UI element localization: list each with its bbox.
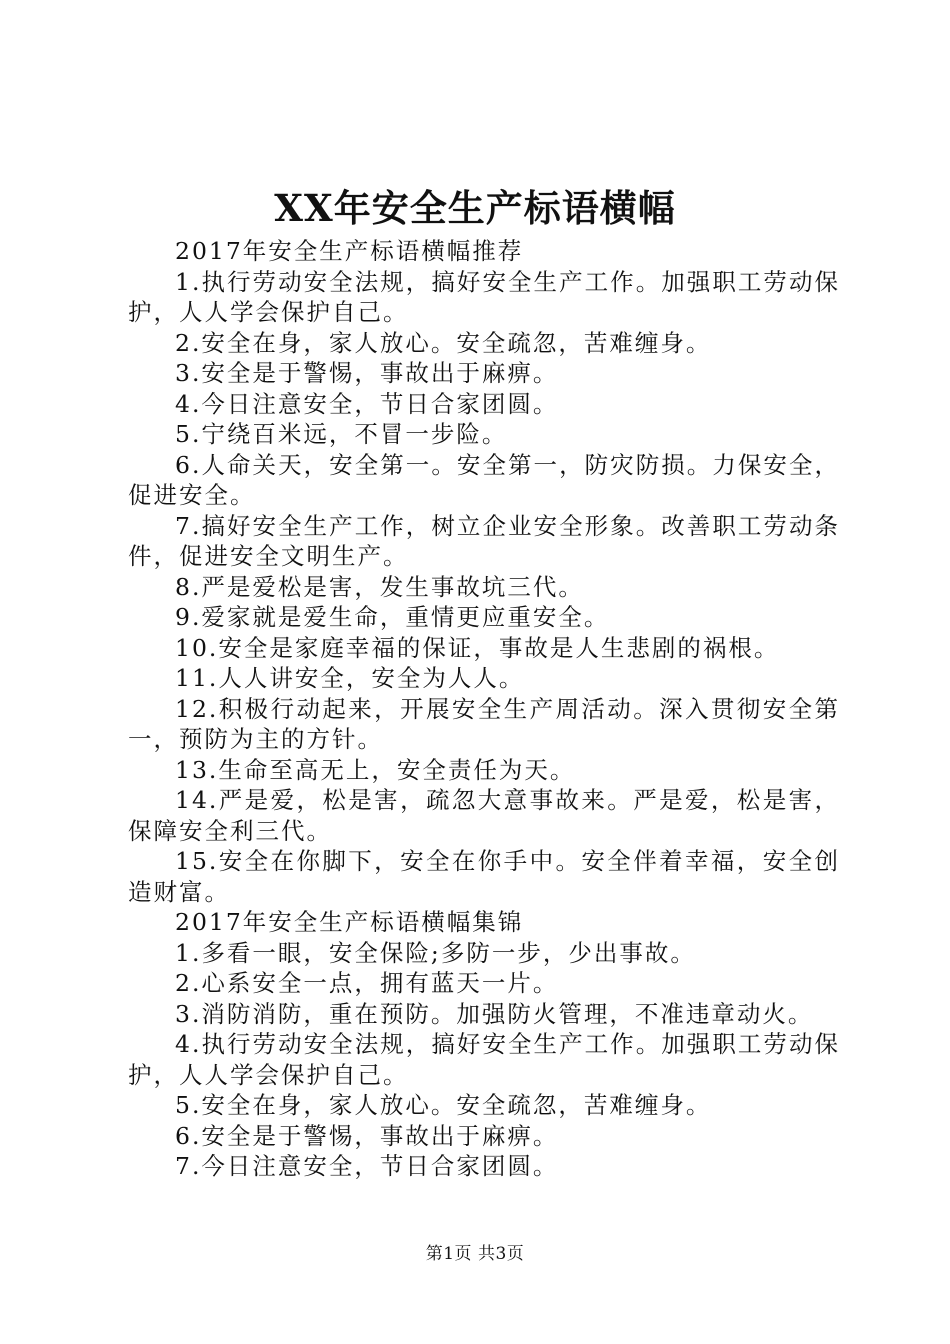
paragraph: 2017年安全生产标语横幅集锦 xyxy=(175,908,524,936)
paragraph: 11.人人讲安全，安全为人人。 xyxy=(175,664,525,692)
paragraph: 7.今日注意安全，节日合家团圆。 xyxy=(175,1152,559,1180)
paragraph: 2.心系安全一点，拥有蓝天一片。 xyxy=(175,969,559,997)
paragraph: 6.人命关天，安全第一。安全第一，防灾防损。力保安全，促进安全。 xyxy=(128,450,840,509)
paragraph: 13.生命至高无上，安全责任为天。 xyxy=(175,755,576,784)
paragraph: 3.安全是于警惕，事故出于麻痹。 xyxy=(175,359,559,387)
paragraph: 7.搞好安全生产工作，树立企业安全形象。改善职工劳动条件，促进安全文明生产。 xyxy=(128,511,840,570)
paragraph: 5.安全在身，家人放心。安全疏忽，苦难缠身。 xyxy=(175,1091,712,1119)
paragraph: 4.执行劳动安全法规，搞好安全生产工作。加强职工劳动保护，人人学会保护自己。 xyxy=(128,1030,840,1089)
paragraph: 8.严是爱松是害，发生事故坑三代。 xyxy=(175,572,584,601)
paragraph: 3.消防消防，重在预防。加强防火管理，不准违章动火。 xyxy=(175,999,814,1028)
document-body xyxy=(128,236,840,1182)
paragraph: 2.安全在身，家人放心。安全疏忽，苦难缠身。 xyxy=(175,328,712,357)
paragraph: 15.安全在你脚下，安全在你手中。安全伴着幸福，安全创造财富。 xyxy=(128,847,840,906)
document-title: XX年安全生产标语横幅 xyxy=(274,186,676,230)
paragraph: 5.宁绕百米远，不冒一步险。 xyxy=(175,420,508,448)
paragraph: 10.安全是家庭幸福的保证，事故是人生悲剧的祸根。 xyxy=(175,633,780,662)
paragraph: 1.多看一眼，安全保险;多防一步，少出事故。 xyxy=(175,938,696,967)
paragraph: 2017年安全生产标语横幅推荐 xyxy=(175,237,524,265)
paragraph: 14.严是爱，松是害，疏忽大意事故来。严是爱，松是害，保障安全利三代。 xyxy=(128,786,840,845)
paragraph: 12.积极行动起来，开展安全生产周活动。深入贯彻安全第一，预防为主的方针。 xyxy=(128,694,840,753)
page-footer: 第1页 共3页 xyxy=(425,1244,525,1264)
paragraph: 6.安全是于警惕，事故出于麻痹。 xyxy=(175,1121,559,1150)
paragraph: 4.今日注意安全，节日合家团圆。 xyxy=(175,389,559,418)
paragraph: 9.爱家就是爱生命，重情更应重安全。 xyxy=(175,603,610,631)
paragraph: 1.执行劳动安全法规，搞好安全生产工作。加强职工劳动保护，人人学会保护自己。 xyxy=(128,267,840,326)
